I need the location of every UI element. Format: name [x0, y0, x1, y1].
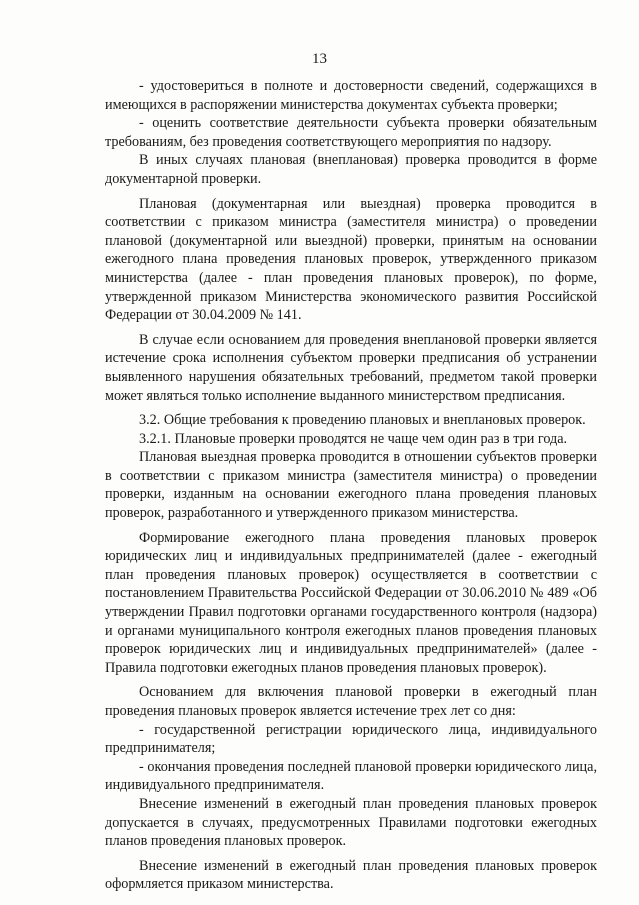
list-item-registration: - государственной регистрации юридического лица, индивидуального предпринимателя;: [105, 721, 597, 757]
paragraph-10: Основанием для включения плановой проверки в ежегодный план проведения плановых проверок является истечение трех лет со дня:: [105, 684, 597, 719]
paragraph-13: Внесение изменений в ежегодный план проведения плановых проверок допускается в случаях, предусмотренных Правилами подготовки ежегодных планов проведения плановых проверок.: [105, 795, 597, 850]
paragraph-9: Формирование ежегодного плана проведения плановых проверок юридических лиц и индивидуальных предпринимателей (далее - ежегодный план проведения плановых проверок) осуществляется в соответствии с постановлением Правительства Российской Федерации от 30.06.2010 № 489 «Об утверждении Правил подготовки органами государственного контроля (надзора) и органами муниципального контроля ежегодных планов проведения плановых проверок юридических лиц и индивидуальных предпринимателей» (далее - Правила подготовки ежегодных планов проведения плановых проверок).: [105, 529, 597, 676]
paragraph-1: - удостовериться в полноте и достоверности сведений, содержащихся в имеющихся в распоряжении министерства документах субъекта проверки;: [105, 78, 597, 113]
paragraph-2: - оценить соответствие деятельности субъекта проверки обязательным требованиям, без проведения соответствующего мероприятия по надзору.: [105, 115, 597, 150]
paragraph-4: Плановая (документарная или выездная) проверка проводится в соответствии с приказом министра (заместителя министра) о проведении плановой (документарной или выездной) проверки, принятым на основании ежегодного плана проведения плановых проверок, утвержденного приказом министерства (далее - план проведения плановых проверок), по форме, утвержденной приказом Министерства экономического развития Российской Федерации от 30.04.2009 № 141.: [105, 195, 597, 324]
paragraph-14: Внесение изменений в ежегодный план проведения плановых проверок оформляется приказом министерства.: [105, 857, 597, 893]
paragraph-3-2-1: 3.2.1. Плановые проверки проводятся не чаще чем один раз в три года.: [139, 430, 568, 447]
paragraph-5: В случае если основанием для проведения внеплановой проверки является истечение срока исполнения субъектом проверки предписания об устранении выявленного нарушения обязательных требований, предметом такой проверки может являться только исполнение выданного министерством предписания.: [105, 331, 597, 404]
page-number: 13: [312, 51, 327, 67]
section-heading-3-2: 3.2. Общие требования к проведению плановых и внеплановых проверок.: [139, 412, 586, 429]
paragraph-8: Плановая выездная проверка проводится в отношении субъектов проверки в соответствии с приказом министра (заместителя министра) о проведении проверки, изданным на основании ежегодного плана проведения плановых проверок, разработанного и утвержденного приказом министерства.: [105, 449, 597, 522]
document-body: [105, 77, 597, 894]
list-item-last-inspection: - окончания проведения последней плановой проверки юридического лица, индивидуального предпринимателя.: [105, 758, 597, 794]
paragraph-3: В иных случаях плановая (внеплановая) проверка проводится в форме документарной проверки.: [105, 152, 597, 187]
